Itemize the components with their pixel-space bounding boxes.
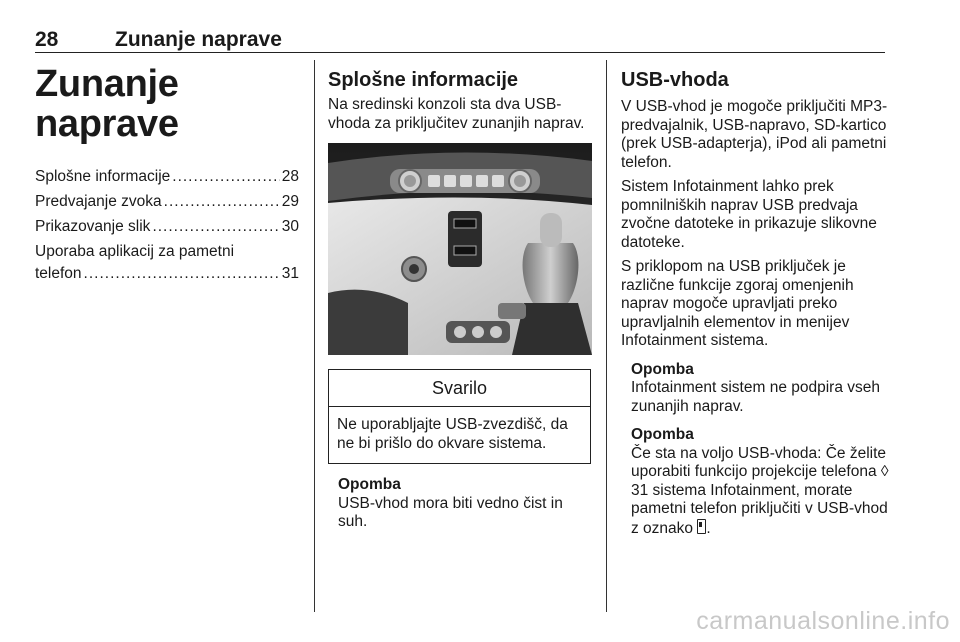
column-divider — [314, 60, 315, 612]
toc-entry[interactable] — [35, 216, 299, 238]
toc-leader — [84, 263, 280, 285]
left-column — [35, 64, 299, 288]
toc-label: Uporaba aplikacij za pametni — [35, 243, 235, 260]
toc-leader — [172, 166, 279, 188]
toc-page: 31 — [281, 265, 299, 282]
chapter-title: Zunanje naprave — [35, 63, 179, 145]
watermark: carmanualsonline.info — [696, 607, 950, 635]
usb-symbol-icon — [697, 519, 706, 534]
toc-label: Splošne informacije — [35, 168, 171, 185]
middle-column — [328, 68, 594, 532]
toc-label: Prikazovanje slik — [35, 218, 151, 235]
right-column — [621, 68, 889, 538]
toc-label: telefon — [35, 265, 82, 282]
note-title: Opomba — [338, 476, 401, 493]
warning-box — [328, 369, 591, 464]
note-block — [631, 361, 889, 417]
toc-page: 29 — [281, 193, 299, 210]
toc-page: 28 — [281, 168, 299, 185]
note-text-part: . — [706, 519, 711, 537]
intro-text: Na sredinski konzoli sta dva USB-vhoda za priključitev zunanjih naprav. — [328, 96, 585, 132]
toc-entry[interactable] — [35, 191, 299, 213]
toc-entry[interactable] — [35, 241, 299, 285]
note-text-part: Če sta na voljo USB-vhoda: Če želite uporabiti funkcijo projekcije telefona — [631, 444, 887, 480]
page-number: 28 — [35, 28, 59, 51]
header-title: Zunanje naprave — [115, 28, 282, 51]
toc-page: 30 — [281, 218, 299, 235]
note-title: Opomba — [631, 426, 694, 443]
note-block — [338, 476, 594, 532]
toc-leader — [152, 216, 279, 238]
warning-title: Svarilo — [329, 370, 590, 407]
page-reference-arrow-icon: ◊ — [880, 463, 889, 480]
page-reference[interactable]: 31 — [631, 481, 649, 499]
note-text — [631, 445, 889, 539]
paragraph: Sistem Infotainment lahko prek pomnilniških naprav USB predvaja zvočne datoteke in prikazuje slikovne datoteke. — [621, 178, 877, 251]
note-text: USB-vhod mora biti vedno čist in suh. — [338, 494, 563, 530]
note-text: Infotainment sistem ne podpira vseh zunanjih naprav. — [631, 379, 880, 415]
paragraph: S priklopom na USB priključek je različne funkcije zgoraj omenjenih naprav mogoče upravljati preko upravljalnih elementov in menijev Infotainment sistema. — [621, 258, 854, 349]
section-heading: USB-vhoda — [621, 69, 729, 91]
toc-label: Predvajanje zvoka — [35, 193, 162, 210]
toc-leader — [164, 191, 280, 213]
paragraph: V USB-vhod je mogoče priključiti MP3-predvajalnik, USB-napravo, SD-kartico (prek USB-adapterja), iPod ali pametni telefon. — [621, 98, 888, 171]
note-block — [631, 426, 889, 538]
table-of-contents — [35, 166, 299, 285]
note-text-part: sistema Infotainment, morate pametni telefon priključiti v USB-vhod z oznako — [631, 481, 888, 537]
column-divider — [606, 60, 607, 612]
page-header — [35, 28, 885, 53]
toc-entry[interactable] — [35, 166, 299, 188]
console-usb-photo — [328, 143, 592, 355]
note-title: Opomba — [631, 360, 694, 378]
section-heading: Splošne informacije — [328, 69, 519, 91]
warning-text: Ne uporabljajte USB-zvezdišč, da ne bi prišlo do okvare sistema. — [337, 416, 568, 452]
